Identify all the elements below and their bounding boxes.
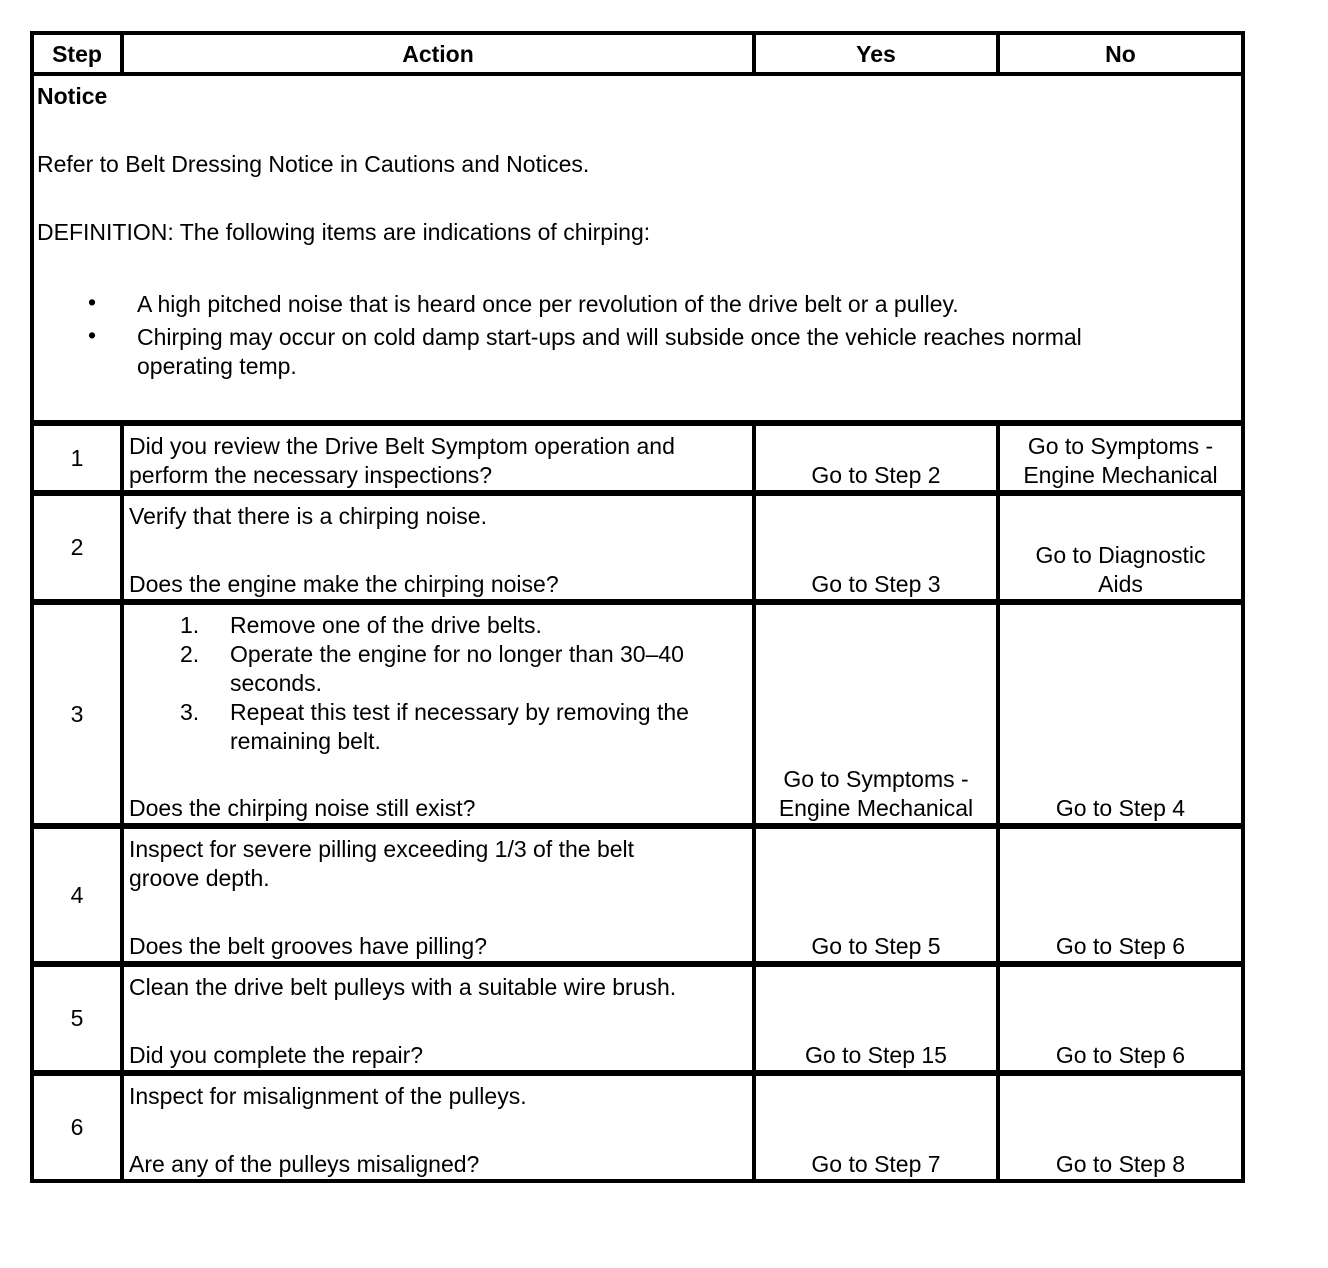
step-cell-6: 6: [70, 1114, 84, 1140]
list-text-1: Remove one of the drive belts.: [230, 612, 542, 638]
no-cell-1-line1: Go to Symptoms -: [1027, 433, 1214, 459]
action-5-line1: Clean the drive belt pulleys with a suitable wire brush.: [129, 974, 677, 1000]
action-6-question: Are any of the pulleys misaligned?: [129, 1151, 480, 1177]
rule-header: [34, 72, 1241, 76]
header-yes: Yes: [856, 41, 896, 67]
rule-row2: [34, 599, 1241, 605]
bullet-icon: •: [88, 322, 97, 348]
action-4-question: Does the belt grooves have pilling?: [129, 933, 488, 959]
yes-cell-2: Go to Step 3: [811, 571, 941, 597]
yes-cell-1: Go to Step 2: [811, 462, 941, 488]
no-cell-5: Go to Step 6: [1055, 1042, 1186, 1068]
step-cell-4: 4: [70, 881, 84, 908]
no-cell-1-line2: Engine Mechanical: [1023, 462, 1218, 488]
notice-line2: DEFINITION: The following items are indications of chirping:: [37, 219, 651, 245]
action-5-question: Did you complete the repair?: [129, 1042, 424, 1068]
list-number-3: 3.: [180, 699, 200, 725]
rule-row4: [34, 961, 1241, 967]
notice-bullet-1: A high pitched noise that is heard once per revolution of the drive belt or a pulley.: [137, 291, 959, 317]
action-2-question: Does the engine make the chirping noise?: [129, 571, 559, 597]
notice-title: Notice: [37, 83, 108, 109]
action-1-line2: perform the necessary inspections?: [129, 462, 493, 488]
header-no: No: [1105, 41, 1136, 67]
no-cell-3: Go to Step 4: [1055, 795, 1186, 821]
yes-cell-5: Go to Step 15: [805, 1042, 947, 1068]
rule-row3: [34, 823, 1241, 829]
step-cell-3: 3: [70, 700, 84, 727]
list-number-1: 1.: [180, 612, 200, 638]
no-cell-6: Go to Step 8: [1055, 1151, 1186, 1177]
step-cell-5: 5: [70, 1005, 84, 1031]
yes-cell-6: Go to Step 7: [811, 1151, 941, 1177]
action-2-line1: Verify that there is a chirping noise.: [129, 503, 487, 529]
rule-notice: [34, 420, 1241, 426]
notice-bullet-2-cont: operating temp.: [137, 353, 297, 379]
vrule-body-1: [120, 422, 124, 1179]
rule-row1: [34, 490, 1241, 496]
step-cell-2: 2: [70, 534, 84, 560]
bullet-icon: •: [88, 289, 97, 315]
diagnostic-table: [30, 31, 1245, 1183]
list-text-2-cont: seconds.: [230, 670, 323, 696]
action-1-line1: Did you review the Drive Belt Symptom operation and: [129, 433, 675, 459]
action-4-line1: Inspect for severe pilling exceeding 1/3 of the belt: [129, 836, 635, 862]
yes-cell-3-line1: Go to Symptoms -: [783, 766, 969, 792]
header-step: Step: [52, 41, 102, 67]
list-number-2: 2.: [180, 641, 200, 667]
action-4-line2: groove depth.: [129, 865, 270, 891]
yes-cell-3-line2: Engine Mechanical: [778, 795, 974, 821]
list-text-3-cont: remaining belt.: [230, 728, 381, 754]
notice-bullet-2: Chirping may occur on cold damp start-ups and will subside once the vehicle reaches normal: [137, 324, 1082, 350]
step-cell-1: 1: [70, 444, 84, 471]
header-action: Action: [402, 41, 474, 67]
no-cell-4: Go to Step 6: [1055, 933, 1186, 959]
no-cell-2-line2: Aids: [1098, 571, 1143, 597]
list-text-3: Repeat this test if necessary by removing the: [230, 699, 689, 725]
notice-line1: Refer to Belt Dressing Notice in Cautions and Notices.: [37, 151, 590, 177]
action-6-line1: Inspect for misalignment of the pulleys.: [129, 1083, 527, 1109]
rule-row5: [34, 1070, 1241, 1076]
yes-cell-4: Go to Step 5: [811, 933, 941, 959]
no-cell-2-line1: Go to Diagnostic: [1035, 542, 1206, 568]
list-text-2: Operate the engine for no longer than 30–40: [230, 641, 684, 667]
action-3-question: Does the chirping noise still exist?: [129, 795, 476, 821]
